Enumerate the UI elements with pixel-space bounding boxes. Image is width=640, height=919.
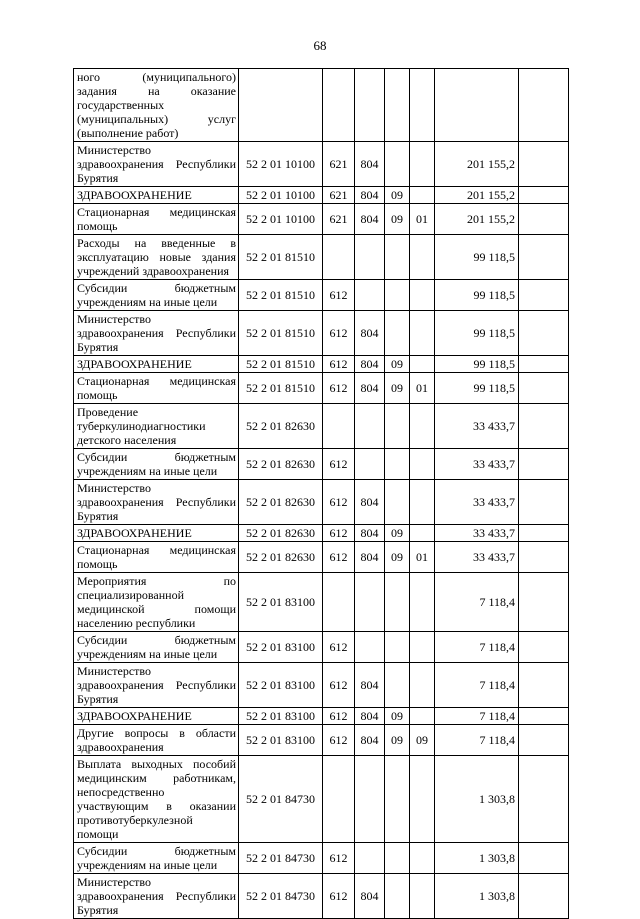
row-name-cell: Стационарная медицинская помощь <box>74 542 239 573</box>
row-extra-cell <box>519 525 569 542</box>
row-code-cell: 52 2 01 83100 <box>239 632 323 663</box>
row-gr-cell <box>355 843 385 874</box>
row-code-cell: 52 2 01 10100 <box>239 187 323 204</box>
row-amount-cell: 1 303,8 <box>435 843 519 874</box>
row-extra-cell <box>519 142 569 187</box>
row-vr-cell: 612 <box>323 874 355 919</box>
row-name-cell: Министерство здравоохранения Республики Бурятия <box>74 311 239 356</box>
row-rz-cell <box>385 632 410 663</box>
row-pr-cell <box>410 480 435 525</box>
row-name-cell: Министерство здравоохранения Республики Бурятия <box>74 480 239 525</box>
row-rz-cell <box>385 573 410 632</box>
row-vr-cell: 612 <box>323 843 355 874</box>
row-amount-cell: 99 118,5 <box>435 373 519 404</box>
table-row <box>74 311 569 356</box>
row-rz-cell: 09 <box>385 373 410 404</box>
row-pr-cell <box>410 449 435 480</box>
row-rz-cell: 09 <box>385 356 410 373</box>
row-amount-cell: 7 118,4 <box>435 573 519 632</box>
row-pr-cell <box>410 663 435 708</box>
row-gr-cell <box>355 449 385 480</box>
row-name-cell: Выплата выходных пособий медицинским работникам, непосредственно участвующим в оказании противотуберкулезной помощи <box>74 756 239 843</box>
table-row <box>74 480 569 525</box>
row-vr-cell <box>323 404 355 449</box>
row-pr-cell <box>410 843 435 874</box>
row-vr-cell: 612 <box>323 356 355 373</box>
row-gr-cell: 804 <box>355 311 385 356</box>
row-vr-cell: 612 <box>323 542 355 573</box>
row-rz-cell <box>385 874 410 919</box>
row-extra-cell <box>519 235 569 280</box>
row-code-cell: 52 2 01 82630 <box>239 542 323 573</box>
row-pr-cell <box>410 356 435 373</box>
row-rz-cell <box>385 404 410 449</box>
row-vr-cell: 612 <box>323 632 355 663</box>
row-amount-cell: 33 433,7 <box>435 542 519 573</box>
row-extra-cell <box>519 311 569 356</box>
row-rz-cell <box>385 280 410 311</box>
row-extra-cell <box>519 187 569 204</box>
table-row <box>74 404 569 449</box>
row-gr-cell: 804 <box>355 373 385 404</box>
row-gr-cell <box>355 573 385 632</box>
row-name-cell: Стационарная медицинская помощь <box>74 373 239 404</box>
row-name-cell: ЗДРАВООХРАНЕНИЕ <box>74 187 239 204</box>
row-gr-cell: 804 <box>355 708 385 725</box>
row-extra-cell <box>519 874 569 919</box>
row-pr-cell <box>410 235 435 280</box>
row-name-cell: Другие вопросы в области здравоохранения <box>74 725 239 756</box>
table-row <box>74 69 569 142</box>
row-code-cell: 52 2 01 81510 <box>239 235 323 280</box>
table-row <box>74 573 569 632</box>
row-pr-cell: 09 <box>410 725 435 756</box>
row-extra-cell <box>519 404 569 449</box>
row-extra-cell <box>519 356 569 373</box>
row-pr-cell <box>410 874 435 919</box>
row-gr-cell: 804 <box>355 142 385 187</box>
row-name-cell: ного (муниципального) задания на оказание государственных (муниципальных) услуг (выполнение работ) <box>74 69 239 142</box>
row-name-cell: Стационарная медицинская помощь <box>74 204 239 235</box>
row-extra-cell <box>519 725 569 756</box>
row-gr-cell: 804 <box>355 187 385 204</box>
row-vr-cell: 612 <box>323 373 355 404</box>
row-gr-cell <box>355 69 385 142</box>
row-gr-cell: 804 <box>355 525 385 542</box>
row-pr-cell <box>410 708 435 725</box>
row-extra-cell <box>519 449 569 480</box>
row-extra-cell <box>519 663 569 708</box>
row-vr-cell: 612 <box>323 708 355 725</box>
row-code-cell: 52 2 01 81510 <box>239 280 323 311</box>
table-row <box>74 204 569 235</box>
row-rz-cell <box>385 756 410 843</box>
row-rz-cell <box>385 449 410 480</box>
row-name-cell: Расходы на введенные в эксплуатацию новые здания учреждений здравоохранения <box>74 235 239 280</box>
row-rz-cell <box>385 142 410 187</box>
row-pr-cell <box>410 280 435 311</box>
table-row <box>74 632 569 663</box>
row-vr-cell <box>323 573 355 632</box>
row-rz-cell <box>385 843 410 874</box>
table-row <box>74 708 569 725</box>
row-name-cell: Субсидии бюджетным учреждениям на иные цели <box>74 843 239 874</box>
row-vr-cell <box>323 235 355 280</box>
row-vr-cell: 612 <box>323 525 355 542</box>
row-extra-cell <box>519 280 569 311</box>
budget-table <box>73 68 569 919</box>
row-rz-cell: 09 <box>385 204 410 235</box>
row-gr-cell <box>355 632 385 663</box>
row-amount-cell: 33 433,7 <box>435 404 519 449</box>
row-rz-cell: 09 <box>385 187 410 204</box>
row-gr-cell <box>355 404 385 449</box>
row-extra-cell <box>519 204 569 235</box>
row-code-cell: 52 2 01 81510 <box>239 373 323 404</box>
row-pr-cell: 01 <box>410 373 435 404</box>
row-vr-cell <box>323 756 355 843</box>
row-code-cell: 52 2 01 81510 <box>239 356 323 373</box>
page-number: 68 <box>313 38 327 53</box>
row-pr-cell <box>410 69 435 142</box>
row-code-cell: 52 2 01 84730 <box>239 756 323 843</box>
row-gr-cell <box>355 756 385 843</box>
row-amount-cell: 201 155,2 <box>435 187 519 204</box>
row-name-cell: Субсидии бюджетным учреждениям на иные цели <box>74 632 239 663</box>
row-rz-cell <box>385 480 410 525</box>
row-gr-cell <box>355 280 385 311</box>
table-row <box>74 725 569 756</box>
row-vr-cell: 612 <box>323 311 355 356</box>
row-gr-cell: 804 <box>355 204 385 235</box>
row-gr-cell: 804 <box>355 874 385 919</box>
table-row <box>74 373 569 404</box>
row-code-cell: 52 2 01 83100 <box>239 663 323 708</box>
row-name-cell: Субсидии бюджетным учреждениям на иные цели <box>74 280 239 311</box>
row-gr-cell: 804 <box>355 480 385 525</box>
row-rz-cell: 09 <box>385 725 410 756</box>
row-vr-cell: 612 <box>323 280 355 311</box>
row-gr-cell: 804 <box>355 663 385 708</box>
row-rz-cell <box>385 663 410 708</box>
row-extra-cell <box>519 632 569 663</box>
table-row <box>74 542 569 573</box>
row-amount-cell: 33 433,7 <box>435 480 519 525</box>
row-gr-cell: 804 <box>355 725 385 756</box>
row-vr-cell: 612 <box>323 480 355 525</box>
row-amount-cell <box>435 69 519 142</box>
row-amount-cell: 7 118,4 <box>435 708 519 725</box>
row-pr-cell <box>410 311 435 356</box>
row-extra-cell <box>519 480 569 525</box>
row-code-cell: 52 2 01 10100 <box>239 204 323 235</box>
row-vr-cell <box>323 69 355 142</box>
row-code-cell <box>239 69 323 142</box>
row-code-cell: 52 2 01 82630 <box>239 404 323 449</box>
row-extra-cell <box>519 573 569 632</box>
row-amount-cell: 99 118,5 <box>435 356 519 373</box>
row-extra-cell <box>519 69 569 142</box>
row-pr-cell: 01 <box>410 542 435 573</box>
row-code-cell: 52 2 01 82630 <box>239 449 323 480</box>
row-name-cell: Министерство здравоохранения Республики Бурятия <box>74 142 239 187</box>
row-name-cell: ЗДРАВООХРАНЕНИЕ <box>74 708 239 725</box>
row-gr-cell: 804 <box>355 542 385 573</box>
row-rz-cell: 09 <box>385 525 410 542</box>
row-code-cell: 52 2 01 84730 <box>239 874 323 919</box>
row-rz-cell <box>385 235 410 280</box>
row-code-cell: 52 2 01 83100 <box>239 573 323 632</box>
row-rz-cell <box>385 69 410 142</box>
table-row <box>74 235 569 280</box>
row-amount-cell: 7 118,4 <box>435 663 519 708</box>
row-name-cell: Проведение туберкулинодиагностики детского населения <box>74 404 239 449</box>
row-vr-cell: 612 <box>323 725 355 756</box>
table-row <box>74 756 569 843</box>
row-code-cell: 52 2 01 83100 <box>239 708 323 725</box>
table-row <box>74 187 569 204</box>
table-row <box>74 525 569 542</box>
row-extra-cell <box>519 542 569 573</box>
table-row <box>74 449 569 480</box>
row-amount-cell: 201 155,2 <box>435 142 519 187</box>
row-vr-cell: 612 <box>323 663 355 708</box>
row-name-cell: Министерство здравоохранения Республики Бурятия <box>74 874 239 919</box>
row-amount-cell: 1 303,8 <box>435 756 519 843</box>
row-rz-cell <box>385 311 410 356</box>
row-code-cell: 52 2 01 83100 <box>239 725 323 756</box>
row-pr-cell: 01 <box>410 204 435 235</box>
row-vr-cell: 621 <box>323 187 355 204</box>
row-extra-cell <box>519 843 569 874</box>
row-gr-cell: 804 <box>355 356 385 373</box>
table-row <box>74 874 569 919</box>
row-name-cell: ЗДРАВООХРАНЕНИЕ <box>74 525 239 542</box>
table-row <box>74 356 569 373</box>
row-name-cell: Министерство здравоохранения Республики Бурятия <box>74 663 239 708</box>
row-vr-cell: 621 <box>323 204 355 235</box>
row-code-cell: 52 2 01 82630 <box>239 525 323 542</box>
row-amount-cell: 99 118,5 <box>435 280 519 311</box>
table-row <box>74 280 569 311</box>
row-extra-cell <box>519 756 569 843</box>
row-pr-cell <box>410 573 435 632</box>
row-gr-cell <box>355 235 385 280</box>
row-name-cell: Мероприятия по специализированной медицинской помощи населению республики <box>74 573 239 632</box>
table-row <box>74 142 569 187</box>
table-row <box>74 843 569 874</box>
row-amount-cell: 1 303,8 <box>435 874 519 919</box>
table-row <box>74 663 569 708</box>
row-extra-cell <box>519 373 569 404</box>
row-code-cell: 52 2 01 10100 <box>239 142 323 187</box>
row-amount-cell: 7 118,4 <box>435 725 519 756</box>
row-extra-cell <box>519 708 569 725</box>
row-pr-cell <box>410 756 435 843</box>
row-amount-cell: 7 118,4 <box>435 632 519 663</box>
row-amount-cell: 201 155,2 <box>435 204 519 235</box>
row-amount-cell: 33 433,7 <box>435 449 519 480</box>
row-name-cell: ЗДРАВООХРАНЕНИЕ <box>74 356 239 373</box>
row-code-cell: 52 2 01 82630 <box>239 480 323 525</box>
row-pr-cell <box>410 142 435 187</box>
row-pr-cell <box>410 525 435 542</box>
row-pr-cell <box>410 187 435 204</box>
row-code-cell: 52 2 01 84730 <box>239 843 323 874</box>
row-amount-cell: 99 118,5 <box>435 235 519 280</box>
row-pr-cell <box>410 632 435 663</box>
table-body <box>74 69 569 919</box>
row-name-cell: Субсидии бюджетным учреждениям на иные цели <box>74 449 239 480</box>
row-amount-cell: 33 433,7 <box>435 525 519 542</box>
row-rz-cell: 09 <box>385 542 410 573</box>
row-code-cell: 52 2 01 81510 <box>239 311 323 356</box>
row-pr-cell <box>410 404 435 449</box>
row-rz-cell: 09 <box>385 708 410 725</box>
row-amount-cell: 99 118,5 <box>435 311 519 356</box>
row-vr-cell: 612 <box>323 449 355 480</box>
row-vr-cell: 621 <box>323 142 355 187</box>
